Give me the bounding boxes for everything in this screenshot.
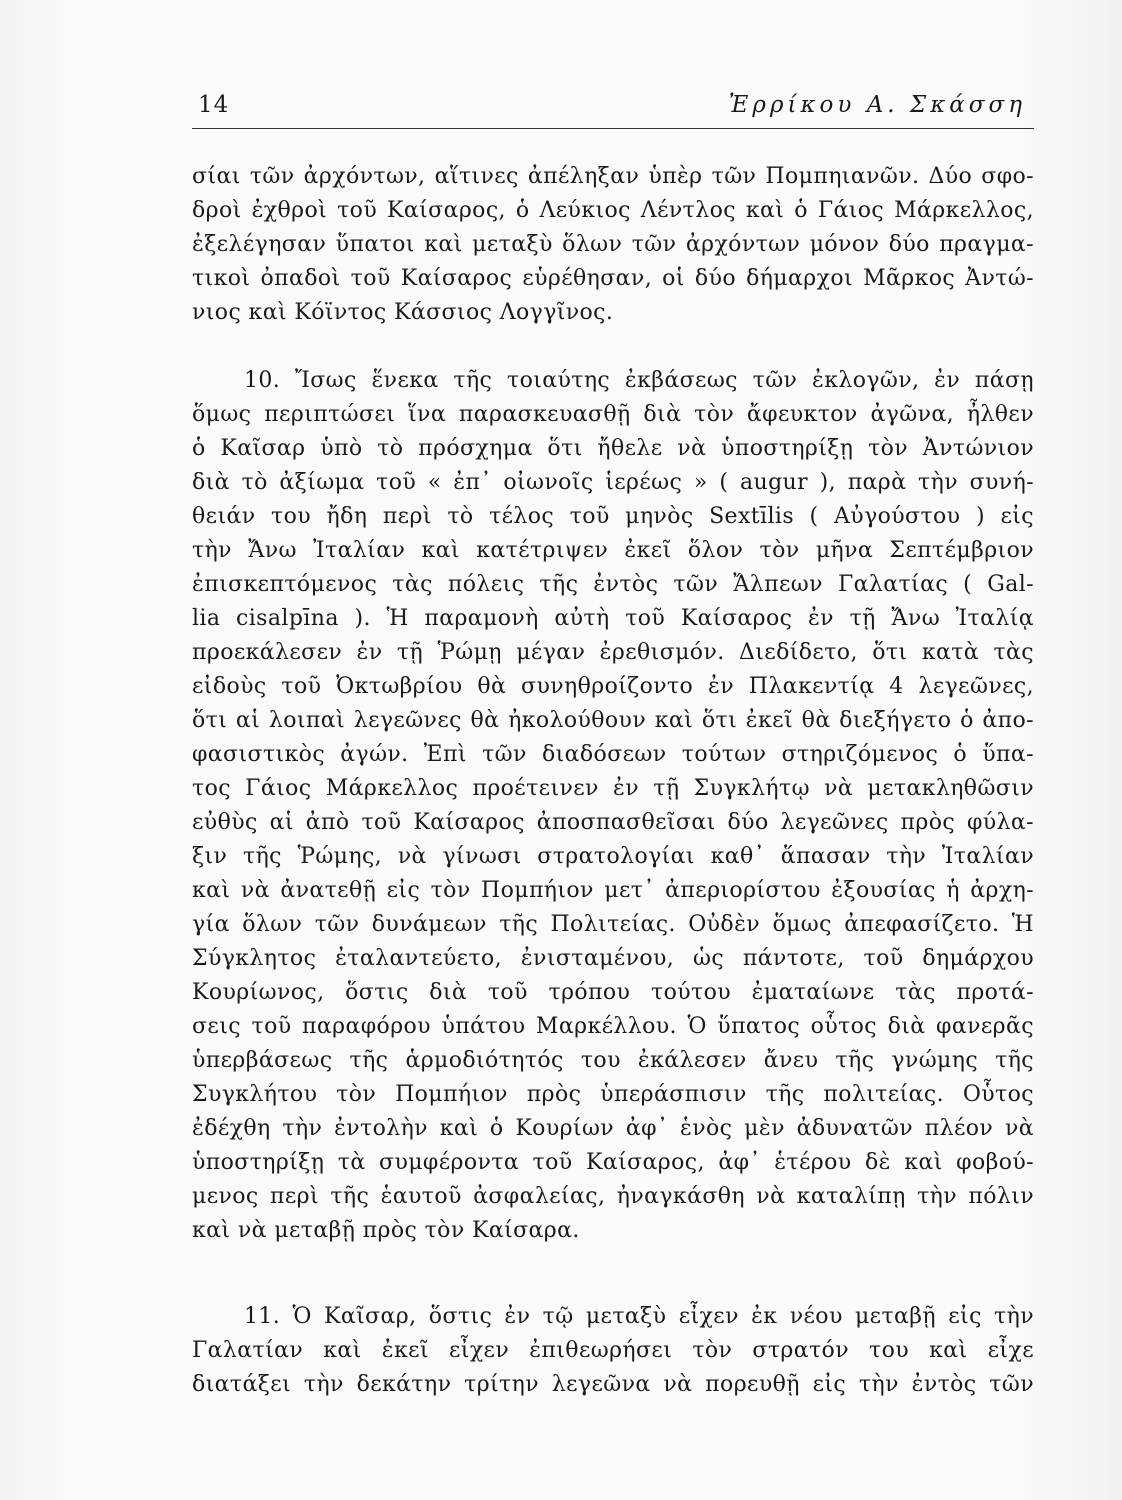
text-line: ὅμως περιπτώσει ἵνα παρασκευασθῇ διὰ τὸν ἄφευκτον ἀγῶνα, ἦλθεν [192,402,1034,427]
text-line: καὶ νὰ ἀνατεθῇ εἰς τὸν Πομπήιον μετ᾽ ἀπεριορίστου ἐξουσίας ἡ ἀρχη- [192,878,1034,903]
text-line: lia cisalpīna ). Ἡ παραμονὴ αὐτὴ τοῦ Καίσαρος ἐν τῇ Ἄνω Ἰταλίᾳ [192,606,1034,631]
text-line: Σύγκλητος ἐταλαντεύετο, ἐνισταμένου, ὡς πάντοτε, τοῦ δημάρχου [192,946,1034,971]
paragraph-gap [192,1248,1034,1300]
text-line: τος Γάιος Μάρκελλος προέτεινεν ἐν τῇ Συγκλήτῳ νὰ μετακληθῶσιν [192,776,1034,801]
text-line: τὴν Ἄνω Ἰταλίαν καὶ κατέτριψεν ἐκεῖ ὅλον τὸν μῆνα Σεπτέμβριον [192,538,1034,563]
paragraph-gap [192,330,1034,364]
text-line: εὐθὺς αἱ ἀπὸ τοῦ Καίσαρος ἀποσπασθεῖσαι δύο λεγεῶνες πρὸς φύλα- [192,810,1034,835]
text-line: Συγκλήτου τὸν Πομπήιον πρὸς ὑπεράσπισιν τῆς πολιτείας. Οὗτος [192,1082,1034,1107]
text-line: ξιν τῆς Ῥώμης, νὰ γίνωσι στρατολογίαι καθ᾽ ἅπασαν τὴν Ἰταλίαν [192,844,1034,869]
text-line: ἐπισκεπτόμενος τὰς πόλεις τῆς ἐντὸς τῶν Ἄλπεων Γαλατίας ( Gal- [192,572,1034,597]
text-line: τικοὶ ὀπαδοὶ τοῦ Καίσαρος εὑρέθησαν, οἱ δύο δήμαρχοι Μᾶρκος Ἀντώ- [192,266,1034,291]
paragraph-10 [192,364,1034,1248]
text-line: θειάν του ἤδη περὶ τὸ τέλος τοῦ μηνὸς Sextīlis ( Αὐγούστου ) εἰς [192,504,1034,529]
text-line: ὅτι αἱ λοιπαὶ λεγεῶνες θὰ ἠκολούθουν καὶ ὅτι ἐκεῖ θὰ διεξήγετο ὁ ἀπο- [192,708,1034,733]
text-line: ὁ Καῖσαρ ὑπὸ τὸ πρόσχημα ὅτι ἤθελε νὰ ὑποστηρίξῃ τὸν Ἀντώνιον [192,436,1034,461]
paragraph-11 [192,1300,1034,1402]
text-line: ἐξελέγησαν ὕπατοι καὶ μεταξὺ ὅλων τῶν ἀρχόντων μόνον δύο πραγμα- [192,232,1034,257]
text-line: Κουρίωνος, ὅστις διὰ τοῦ τρόπου τούτου ἐματαίωνε τὰς προτά- [192,980,1034,1005]
text-line: Γαλατίαν καὶ ἐκεῖ εἶχεν ἐπιθεωρήσει τὸν στρατόν του καὶ εἶχε [192,1338,1034,1363]
running-head: Ἐρρίκου Α. Σκάσση [728,92,1026,118]
text-line: διατάξει τὴν δεκάτην τρίτην λεγεῶνα νὰ πορευθῇ εἰς τὴν ἐντὸς τῶν [192,1372,1034,1397]
text-line: δροὶ ἐχθροὶ τοῦ Καίσαρος, ὁ Λεύκιος Λέντλος καὶ ὁ Γάιος Μάρκελλος, [192,198,1034,223]
text-line: καὶ νὰ μεταβῇ πρὸς τὸν Καίσαρα. [192,1218,580,1243]
text-line: 11. Ὁ Καῖσαρ, ὅστις ἐν τῷ μεταξὺ εἶχεν ἐκ νέου μεταβῇ εἰς τὴν [244,1304,1034,1329]
text-line: φασιστικὸς ἀγών. Ἐπὶ τῶν διαδόσεων τούτων στηριζόμενος ὁ ὕπα- [192,742,1034,767]
text-line: προεκάλεσεν ἐν τῇ Ῥώμῃ μέγαν ἐρεθισμόν. Διεδίδετο, ὅτι κατὰ τὰς [192,640,1034,665]
text-line: ἐδέχθη τὴν ἐντολὴν καὶ ὁ Κουρίων ἀφ᾽ ἑνὸς μὲν ἀδυνατῶν πλέον νὰ [192,1116,1034,1141]
text-line: μενος περὶ τῆς ἑαυτοῦ ἀσφαλείας, ἠναγκάσθη νὰ καταλίπῃ τὴν πόλιν [192,1184,1034,1209]
text-line: σίαι τῶν ἀρχόντων, αἵτινες ἀπέληξαν ὑπὲρ τῶν Πομπηιανῶν. Δύο σφο- [192,164,1034,189]
body-text [192,160,1034,1402]
page-header [192,92,1034,129]
text-line: γία ὅλων τῶν δυνάμεων τῆς Πολιτείας. Οὐδὲν ὅμως ἀπεφασίζετο. Ἡ [192,912,1034,937]
text-line: σεις τοῦ παραφόρου ὑπάτου Μαρκέλλου. Ὁ ὕπατος οὗτος διὰ φανερᾶς [192,1014,1034,1039]
text-line: ὑποστηρίξῃ τὰ συμφέροντα τοῦ Καίσαρος, ἀφ᾽ ἑτέρου δὲ καὶ φοβού- [192,1150,1034,1175]
page-number: 14 [198,92,230,118]
text-line: 10. Ἴσως ἕνεκα τῆς τοιαύτης ἐκβάσεως τῶν ἐκλογῶν, ἐν πάσῃ [244,368,1034,393]
text-line: νιος καὶ Κόϊντος Κάσσιος Λογγῖνος. [192,300,614,325]
text-line: εἰδοὺς τοῦ Ὀκτωβρίου θὰ συνηθροίζοντο ἐν Πλακεντίᾳ 4 λεγεῶνες, [192,674,1034,699]
paragraph-1 [192,160,1034,330]
text-line: διὰ τὸ ἀξίωμα τοῦ « ἐπ᾽ οἰωνοῖς ἱερέως » ( augur ), παρὰ τὴν συνή- [192,470,1034,495]
text-line: ὑπερβάσεως τῆς ἁρμοδιότητός του ἐκάλεσεν ἄνευ τῆς γνώμης τῆς [192,1048,1034,1073]
